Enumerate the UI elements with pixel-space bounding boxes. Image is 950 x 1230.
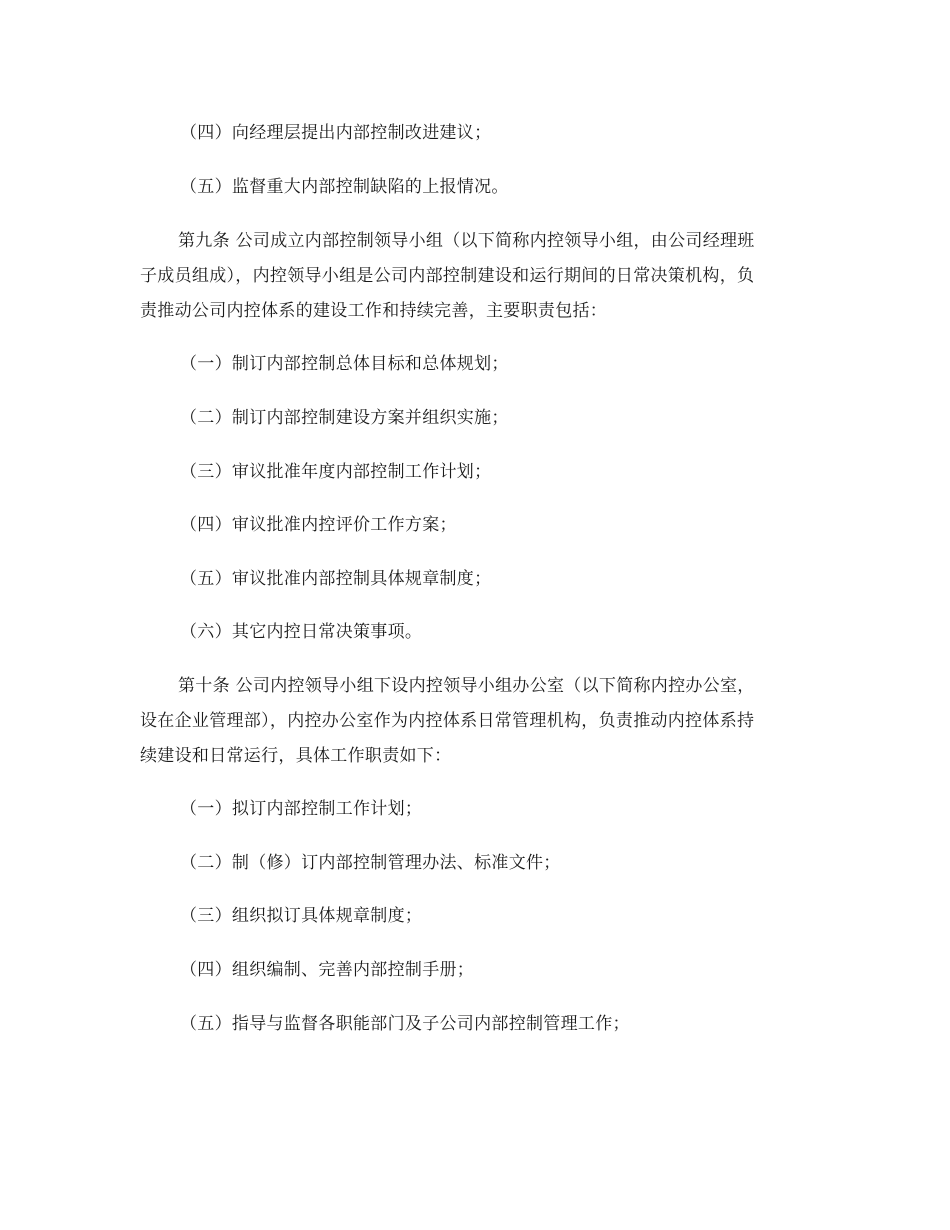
article-9-line-1: 第九条 公司成立内部控制领导小组（以下简称内控领导小组，由公司经理班 <box>178 231 755 251</box>
list-item: （四）向经理层提出内部控制改进建议； <box>180 123 492 143</box>
article-10-line-1: 第十条 公司内控领导小组下设内控领导小组办公室（以下简称内控办公室， <box>178 676 755 696</box>
list-item: （三）组织拟订具体规章制度； <box>180 906 423 926</box>
list-item: （四）组织编制、完善内部控制手册； <box>180 960 475 980</box>
list-item: （五）指导与监督各职能部门及子公司内部控制管理工作； <box>180 1014 630 1034</box>
list-item: （五）监督重大内部控制缺陷的上报情况。 <box>180 177 509 197</box>
article-10-line-2: 设在企业管理部），内控办公室作为内控体系日常管理机构，负责推动内控体系持 <box>140 711 755 731</box>
list-item: （三）审议批准年度内部控制工作计划； <box>180 462 492 482</box>
list-item: （二）制（修）订内部控制管理办法、标准文件； <box>180 853 561 873</box>
list-item: （五）审议批准内部控制具体规章制度； <box>180 569 492 589</box>
list-item: （一）制订内部控制总体目标和总体规划； <box>180 354 509 374</box>
article-9-line-2: 子成员组成），内控领导小组是公司内部控制建设和运行期间的日常决策机构，负 <box>140 266 755 286</box>
article-9-line-3: 责推动公司内控体系的建设工作和持续完善，主要职责包括： <box>140 301 608 321</box>
list-item: （四）审议批准内控评价工作方案； <box>180 515 457 535</box>
article-10-line-3: 续建设和日常运行，具体工作职责如下： <box>140 746 452 766</box>
list-item: （二）制订内部控制建设方案并组织实施； <box>180 408 509 428</box>
list-item: （六）其它内控日常决策事项。 <box>180 622 423 642</box>
list-item: （一）拟订内部控制工作计划； <box>180 799 423 819</box>
